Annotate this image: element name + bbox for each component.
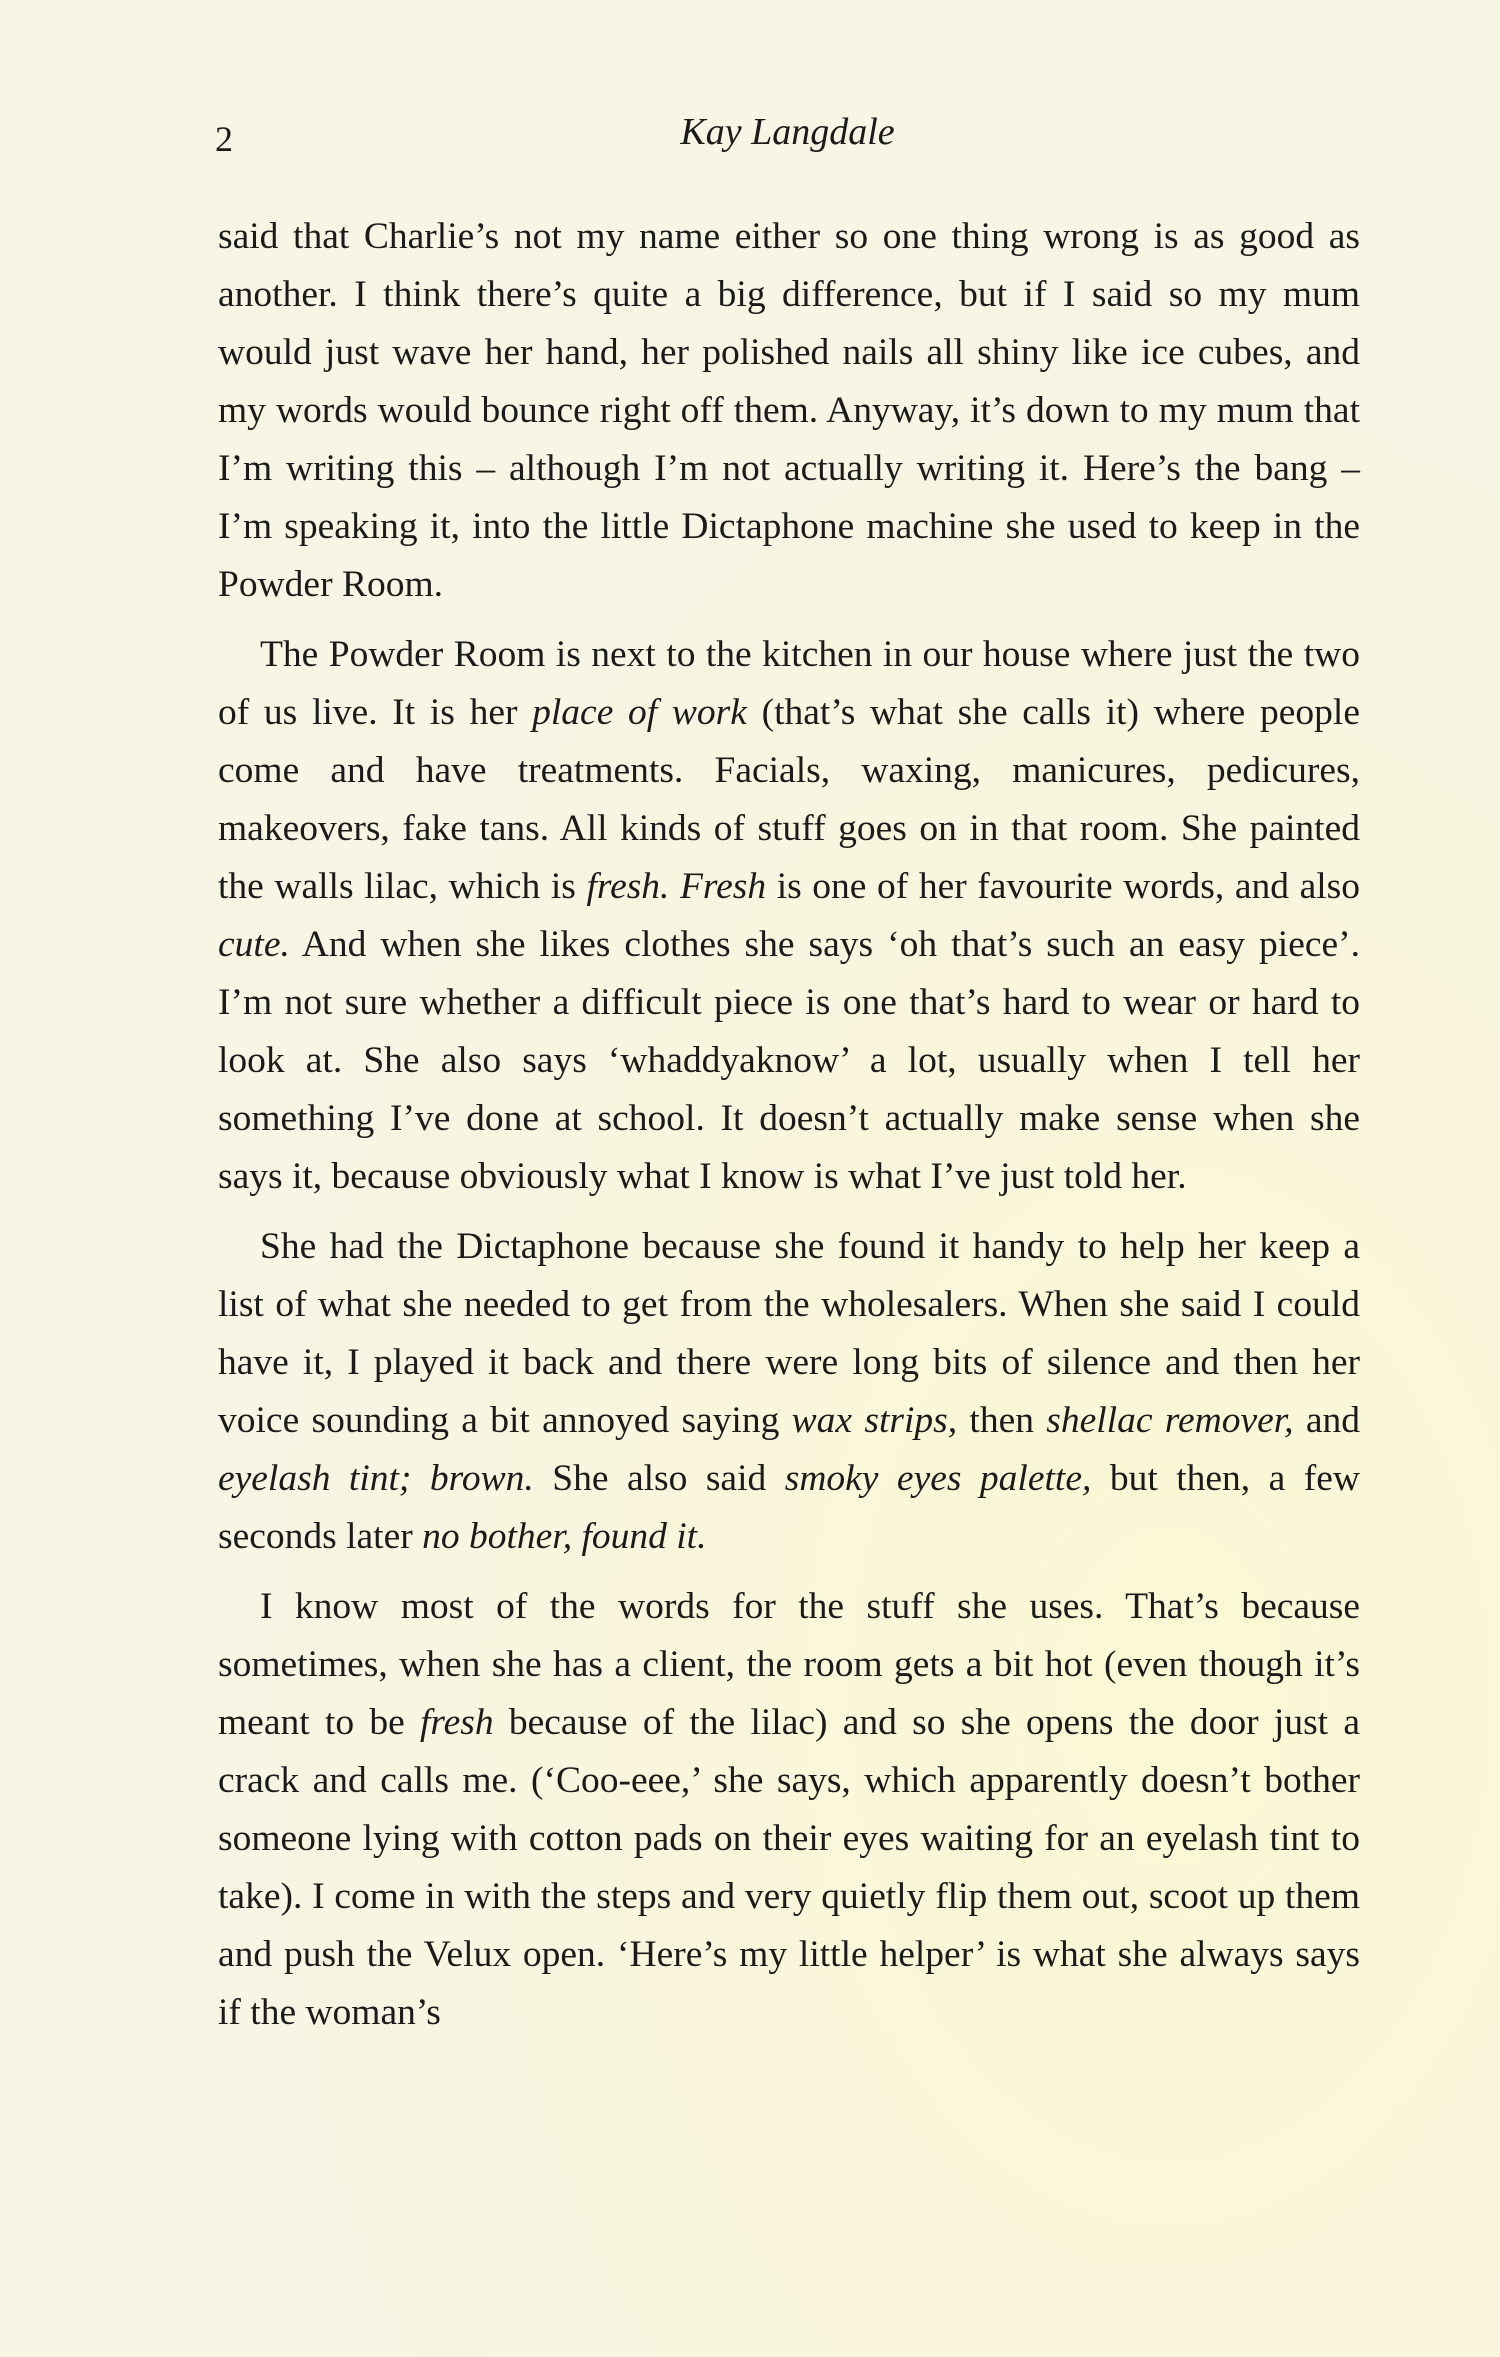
paragraph — [218, 1218, 1360, 1566]
text-run: (that’s what she calls it) where people come and have treatments. Facials, waxing, manicures, pedicures, makeovers, fake tans. All kinds of stuff goes on in that room. She painted the walls lilac, which is — [218, 692, 1360, 907]
page-number: 2 — [215, 119, 233, 159]
running-header — [215, 110, 1360, 170]
paragraph — [218, 208, 1360, 614]
italic-phrase: fresh. Fresh — [586, 866, 767, 907]
author-name: Kay Langdale — [680, 111, 895, 153]
text-run: is one of her favourite words, and also — [766, 866, 1360, 907]
italic-phrase: fresh — [420, 1702, 494, 1743]
text-run: but then, a few seconds later — [218, 1458, 1360, 1557]
text-run: because of the lilac) and so she opens the door just a crack and calls me. (‘Coo-eee,’ she says, which apparently doesn’t bother someone lying with cotton pads on their eyes waiting for an eyelash tint to take). I come in with the steps and very quietly flip them out, scoot up them and push the Velux open. ‘Here’s my little helper’ is what she always says if the woman’s — [218, 1702, 1360, 2033]
italic-phrase: place of work — [532, 692, 747, 733]
text-run: And when she likes clothes she says ‘oh that’s such an easy piece’. I’m not sure whether a difficult piece is one that’s hard to wear or hard to look at. She also says ‘whaddyaknow’ a lot, usually when I tell her something I’ve done at school. It doesn’t actually make sense when she says it, because obviously what I know is what I’ve just told her. — [218, 924, 1360, 1197]
text-run: She also said — [533, 1458, 785, 1499]
italic-phrase: smoky eyes palette, — [784, 1458, 1092, 1499]
italic-phrase: shellac remover, — [1046, 1400, 1294, 1441]
text-run: then — [957, 1400, 1047, 1441]
text-run: said that Charlie’s not my name either so one thing wrong is as good as another. I think there’s quite a big difference, but if I said so my mum would just wave her hand, her polished nails all shiny like ice cubes, and my words would bounce right off them. Anyway, it’s down to my mum that I’m writing this – although I’m not actually writing it. Here’s the bang – I’m speaking it, into the little Dictaphone machine she used to keep in the Powder Room. — [218, 216, 1360, 605]
body-text — [218, 208, 1360, 2042]
text-run: The Powder Room is next to the kitchen in our house where just the two of us live. It is her — [218, 634, 1360, 733]
text-run: She had the Dictaphone because she found it handy to help her keep a list of what she needed to get from the wholesalers. When she said I could have it, I played it back and there were long bits of silence and then her voice sounding a bit annoyed saying — [218, 1226, 1360, 1441]
italic-phrase: eyelash tint; brown. — [218, 1458, 534, 1499]
text-run: I know most of the words for the stuff she uses. That’s because sometimes, when she has a client, the room gets a bit hot (even though it’s meant to be — [218, 1586, 1360, 1743]
text-run: and — [1293, 1400, 1360, 1441]
paragraph — [218, 626, 1360, 1206]
italic-phrase: cute. — [218, 924, 290, 965]
paragraph — [218, 1578, 1360, 2042]
italic-phrase: wax strips, — [791, 1400, 958, 1441]
italic-phrase: no bother, found it. — [422, 1516, 707, 1557]
